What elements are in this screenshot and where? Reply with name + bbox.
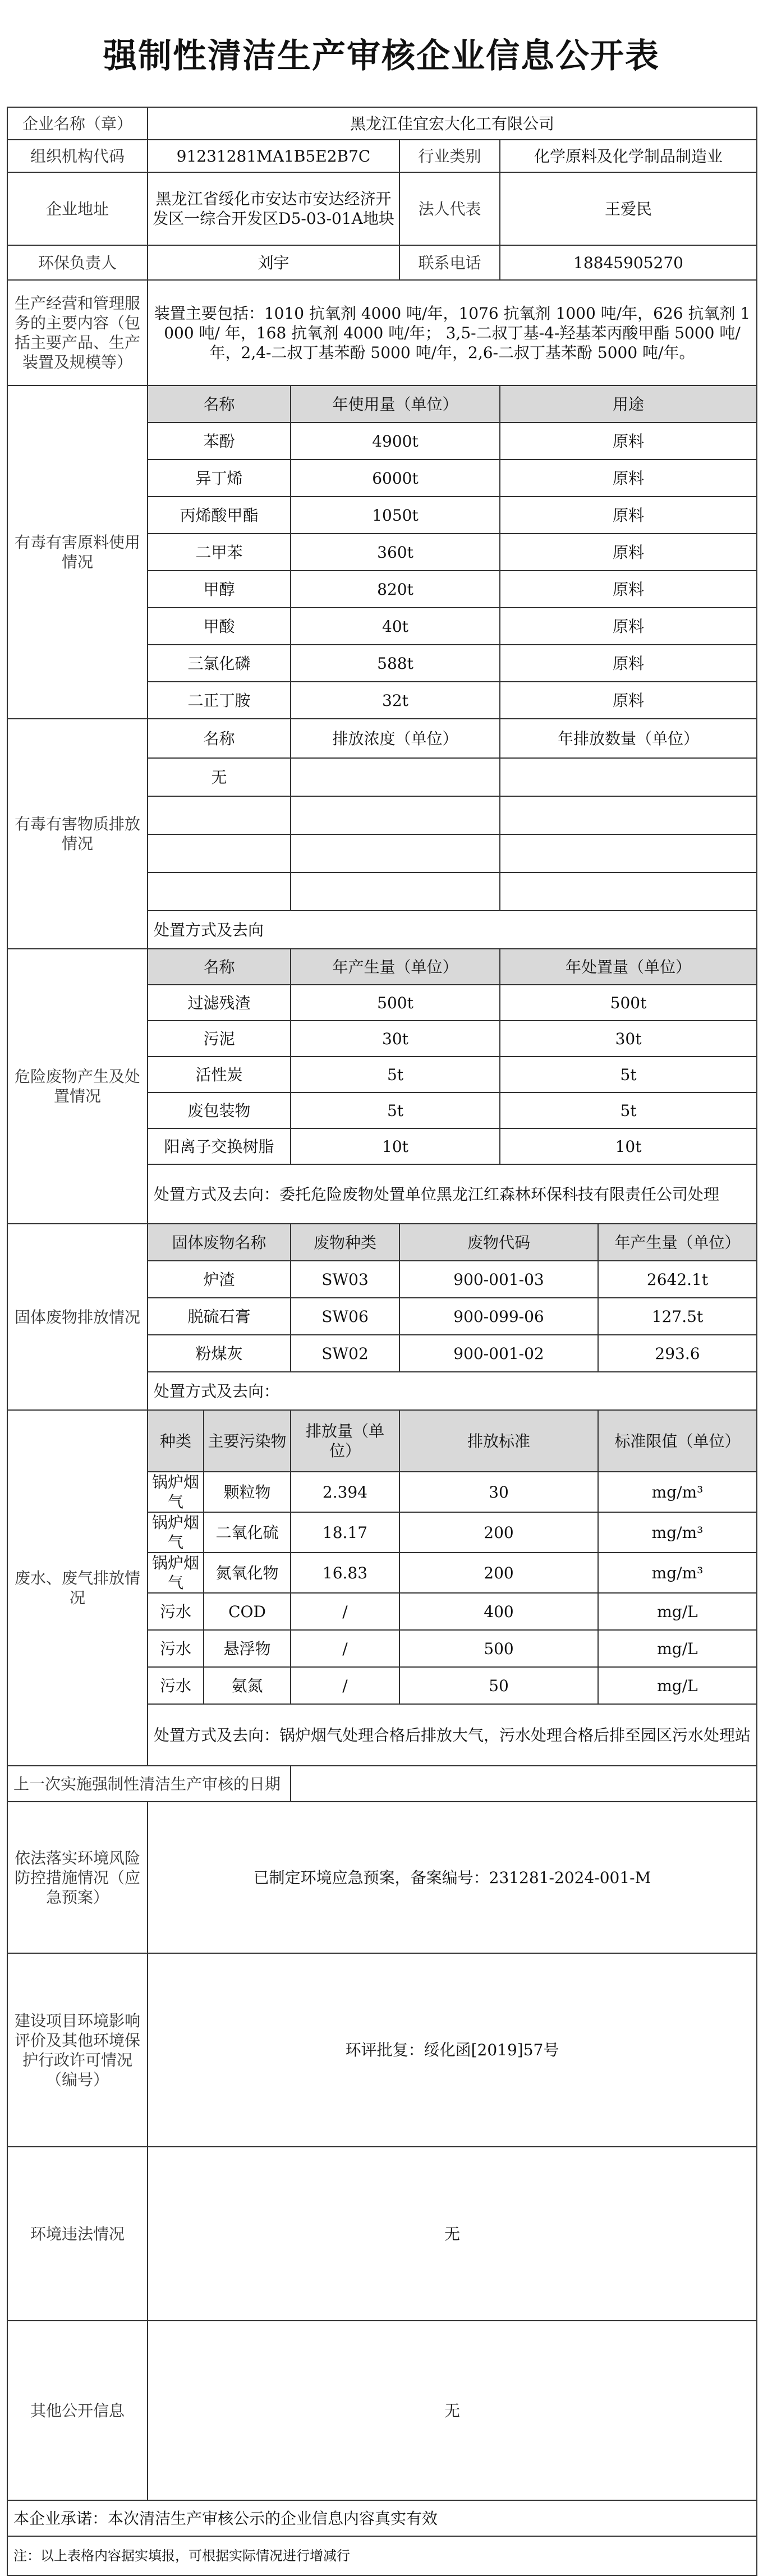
material-name: 苯酚 — [148, 423, 291, 460]
risk-control-label: 依法落实环境风险防控措施情况（应急预案） — [7, 1802, 148, 1953]
company-name-value: 黑龙江佳宜宏大化工有限公司 — [148, 107, 757, 140]
legal-rep-value: 王爱民 — [500, 172, 757, 245]
emission-amount: / — [291, 1630, 399, 1667]
emission-kind: 污水 — [148, 1667, 204, 1704]
toxic-materials-header-use: 用途 — [500, 385, 757, 423]
emission-name — [148, 834, 291, 873]
commitment-row — [7, 2500, 757, 2536]
wastewater-header-standard: 排放标准 — [399, 1410, 598, 1472]
toxic-materials-label: 有毒有害原料使用情况 — [7, 385, 148, 719]
waste-produced: 30t — [291, 1021, 500, 1057]
emission-unit: mg/L — [598, 1593, 757, 1630]
industry-value: 化学原料及化学制品制造业 — [500, 140, 757, 172]
emission-pollutant: COD — [204, 1593, 291, 1630]
material-amount: 4900t — [291, 423, 500, 460]
emission-standard: 50 — [399, 1667, 598, 1704]
wastewater-header-limit: 标准限值（单位） — [598, 1410, 757, 1472]
last-audit-value — [291, 1766, 757, 1802]
waste-produced: 5t — [291, 1057, 500, 1092]
emission-kind: 污水 — [148, 1593, 204, 1630]
waste-disposed: 30t — [500, 1021, 757, 1057]
solid-waste-type: SW03 — [291, 1261, 399, 1298]
hazardous-waste-disposal: 处置方式及去向：委托危险废物处置单位黑龙江红森林环保科技有限责任公司处理 — [148, 1164, 757, 1224]
hazardous-waste-header-name: 名称 — [148, 949, 291, 985]
toxic-emissions-disposal: 处置方式及去向 — [148, 911, 757, 949]
hazardous-waste-header-row — [7, 949, 757, 985]
solid-waste-code: 900-001-03 — [399, 1261, 598, 1298]
emission-amount: / — [291, 1593, 399, 1630]
violations-row — [7, 2147, 757, 2321]
eia-row — [7, 1953, 757, 2147]
waste-produced: 10t — [291, 1128, 500, 1164]
wastewater-gas-disposal: 处置方式及去向：锅炉烟气处理合格后排放大气，污水处理合格后排至园区污水处理站 — [148, 1704, 757, 1766]
material-use: 原料 — [500, 460, 757, 497]
material-name: 甲酸 — [148, 608, 291, 645]
waste-name: 过滤残渣 — [148, 985, 291, 1021]
env-person-label: 环保负责人 — [7, 245, 148, 280]
other-info-row — [7, 2321, 757, 2500]
material-amount: 1050t — [291, 497, 500, 534]
toxic-emissions-label: 有毒有害物质排放情况 — [7, 719, 148, 949]
address-row — [7, 172, 757, 245]
toxic-emissions-header-annual: 年排放数量（单位） — [500, 719, 757, 758]
eia-value: 环评批复：绥化函[2019]57号 — [148, 1953, 757, 2147]
waste-name: 活性炭 — [148, 1057, 291, 1092]
waste-name: 废包装物 — [148, 1092, 291, 1128]
address-label: 企业地址 — [7, 172, 148, 245]
solid-waste-header-name: 固体废物名称 — [148, 1224, 291, 1261]
solid-waste-name: 粉煤灰 — [148, 1335, 291, 1372]
wastewater-header-pollutant: 主要污染物 — [204, 1410, 291, 1472]
legal-rep-label: 法人代表 — [399, 172, 500, 245]
wastewater-gas-label: 废水、废气排放情况 — [7, 1410, 148, 1766]
hazardous-waste-header-produced: 年产生量（单位） — [291, 949, 500, 985]
solid-waste-code: 900-099-06 — [399, 1298, 598, 1335]
material-use: 原料 — [500, 534, 757, 571]
toxic-materials-header-amount: 年使用量（单位） — [291, 385, 500, 423]
material-name: 二正丁胺 — [148, 682, 291, 719]
company-name-label: 企业名称（章） — [7, 107, 148, 140]
other-info-label: 其他公开信息 — [7, 2321, 148, 2500]
material-amount: 40t — [291, 608, 500, 645]
emission-pollutant: 氨氮 — [204, 1667, 291, 1704]
org-code-label: 组织机构代码 — [7, 140, 148, 172]
hazardous-waste-header-disposed: 年处置量（单位） — [500, 949, 757, 985]
emission-unit: mg/m³ — [598, 1512, 757, 1553]
last-audit-row — [7, 1766, 757, 1802]
emission-name — [148, 796, 291, 834]
emission-concentration — [291, 796, 500, 834]
material-amount: 6000t — [291, 460, 500, 497]
solid-waste-type: SW06 — [291, 1298, 399, 1335]
material-name: 甲醇 — [148, 571, 291, 608]
solid-waste-amount: 293.6 — [598, 1335, 757, 1372]
wastewater-header-row — [7, 1410, 757, 1472]
emission-pollutant: 悬浮物 — [204, 1630, 291, 1667]
emission-name: 无 — [148, 758, 291, 796]
violations-value: 无 — [148, 2147, 757, 2321]
eia-label: 建设项目环境影响评价及其他环境保护行政许可情况（编号） — [7, 1953, 148, 2147]
solid-waste-disposal: 处置方式及去向： — [148, 1372, 757, 1410]
emission-amount: / — [291, 1667, 399, 1704]
emission-kind: 锅炉烟气 — [148, 1512, 204, 1553]
hazardous-waste-label: 危险废物产生及处置情况 — [7, 949, 148, 1224]
disclosure-table — [7, 107, 757, 2576]
address-value: 黑龙江省绥化市安达市安达经济开发区一综合开发区D5-03-01A地块 — [148, 172, 399, 245]
emission-pollutant: 颗粒物 — [204, 1472, 291, 1512]
emission-kind: 污水 — [148, 1630, 204, 1667]
solid-waste-header-row — [7, 1224, 757, 1261]
solid-waste-type: SW02 — [291, 1335, 399, 1372]
phone-value: 18845905270 — [500, 245, 757, 280]
production-row — [7, 280, 757, 385]
material-amount: 32t — [291, 682, 500, 719]
material-name: 丙烯酸甲酯 — [148, 497, 291, 534]
risk-control-value: 已制定环境应急预案，备案编号：231281-2024-001-M — [148, 1802, 757, 1953]
emission-standard: 500 — [399, 1630, 598, 1667]
solid-waste-header-amount: 年产生量（单位） — [598, 1224, 757, 1261]
waste-disposed: 5t — [500, 1092, 757, 1128]
toxic-materials-header-row — [7, 385, 757, 423]
footnote-text: 注：以上表格内容据实填报，可根据实际情况进行增减行 — [7, 2536, 757, 2575]
emission-unit: mg/m³ — [598, 1472, 757, 1512]
emission-concentration — [291, 834, 500, 873]
emission-concentration — [291, 758, 500, 796]
emission-annual — [500, 758, 757, 796]
material-use: 原料 — [500, 608, 757, 645]
other-info-value: 无 — [148, 2321, 757, 2500]
material-use: 原料 — [500, 682, 757, 719]
emission-standard: 400 — [399, 1593, 598, 1630]
solid-waste-header-code: 废物代码 — [399, 1224, 598, 1261]
emission-amount: 16.83 — [291, 1553, 399, 1593]
production-label: 生产经营和管理服务的主要内容（包括主要产品、生产装置及规模等） — [7, 280, 148, 385]
emission-annual — [500, 796, 757, 834]
emission-pollutant: 二氧化硫 — [204, 1512, 291, 1553]
solid-waste-header-type: 废物种类 — [291, 1224, 399, 1261]
env-person-value: 刘宇 — [148, 245, 399, 280]
waste-disposed: 500t — [500, 985, 757, 1021]
emission-amount: 18.17 — [291, 1512, 399, 1553]
waste-disposed: 10t — [500, 1128, 757, 1164]
solid-waste-label: 固体废物排放情况 — [7, 1224, 148, 1410]
toxic-emissions-header-concentration: 排放浓度（单位） — [291, 719, 500, 758]
violations-label: 环境违法情况 — [7, 2147, 148, 2321]
org-code-row — [7, 140, 757, 172]
emission-annual — [500, 834, 757, 873]
env-person-row — [7, 245, 757, 280]
emission-annual — [500, 873, 757, 911]
solid-waste-name: 脱硫石膏 — [148, 1298, 291, 1335]
material-amount: 820t — [291, 571, 500, 608]
solid-waste-amount: 127.5t — [598, 1298, 757, 1335]
material-name: 异丁烯 — [148, 460, 291, 497]
emission-pollutant: 氮氧化物 — [204, 1553, 291, 1593]
org-code-value: 91231281MA1B5E2B7C — [148, 140, 399, 172]
emission-concentration — [291, 873, 500, 911]
company-name-row — [7, 107, 757, 140]
emission-amount: 2.394 — [291, 1472, 399, 1512]
material-use: 原料 — [500, 645, 757, 682]
waste-name: 阳离子交换树脂 — [148, 1128, 291, 1164]
emission-unit: mg/L — [598, 1667, 757, 1704]
toxic-emissions-header-row — [7, 719, 757, 758]
risk-control-row — [7, 1802, 757, 1953]
material-use: 原料 — [500, 423, 757, 460]
material-amount: 360t — [291, 534, 500, 571]
waste-produced: 500t — [291, 985, 500, 1021]
emission-standard: 30 — [399, 1472, 598, 1512]
wastewater-header-amount: 排放量（单位） — [291, 1410, 399, 1472]
emission-name — [148, 873, 291, 911]
emission-kind: 锅炉烟气 — [148, 1472, 204, 1512]
toxic-emissions-header-name: 名称 — [148, 719, 291, 758]
waste-disposed: 5t — [500, 1057, 757, 1092]
solid-waste-name: 炉渣 — [148, 1261, 291, 1298]
emission-unit: mg/m³ — [598, 1553, 757, 1593]
material-name: 二甲苯 — [148, 534, 291, 571]
material-use: 原料 — [500, 571, 757, 608]
footnote-row — [7, 2536, 757, 2575]
phone-label: 联系电话 — [399, 245, 500, 280]
industry-label: 行业类别 — [399, 140, 500, 172]
commitment-text: 本企业承诺：本次清洁生产审核公示的企业信息内容真实有效 — [7, 2500, 757, 2536]
solid-waste-amount: 2642.1t — [598, 1261, 757, 1298]
material-use: 原料 — [500, 497, 757, 534]
waste-produced: 5t — [291, 1092, 500, 1128]
emission-kind: 锅炉烟气 — [148, 1553, 204, 1593]
page-title: 强制性清洁生产审核企业信息公开表 — [103, 36, 660, 76]
emission-unit: mg/L — [598, 1630, 757, 1667]
material-name: 三氯化磷 — [148, 645, 291, 682]
wastewater-header-kind: 种类 — [148, 1410, 204, 1472]
material-amount: 588t — [291, 645, 500, 682]
waste-name: 污泥 — [148, 1021, 291, 1057]
toxic-materials-header-name: 名称 — [148, 385, 291, 423]
last-audit-label: 上一次实施强制性清洁生产审核的日期 — [7, 1766, 291, 1802]
solid-waste-code: 900-001-02 — [399, 1335, 598, 1372]
production-content: 装置主要包括：1010 抗氧剂 4000 吨/年，1076 抗氧剂 1000 吨/年，626 抗氧剂 1000 吨/ 年，168 抗氧剂 4000 吨/年； 3,5-二叔丁基-4-羟基苯丙酸甲酯 5000 吨/年，2,4-二叔丁基苯酚 5000 吨/年，2,6-二叔丁基苯酚 5000 吨/年。 — [148, 280, 757, 385]
emission-standard: 200 — [399, 1553, 598, 1593]
emission-standard: 200 — [399, 1512, 598, 1553]
